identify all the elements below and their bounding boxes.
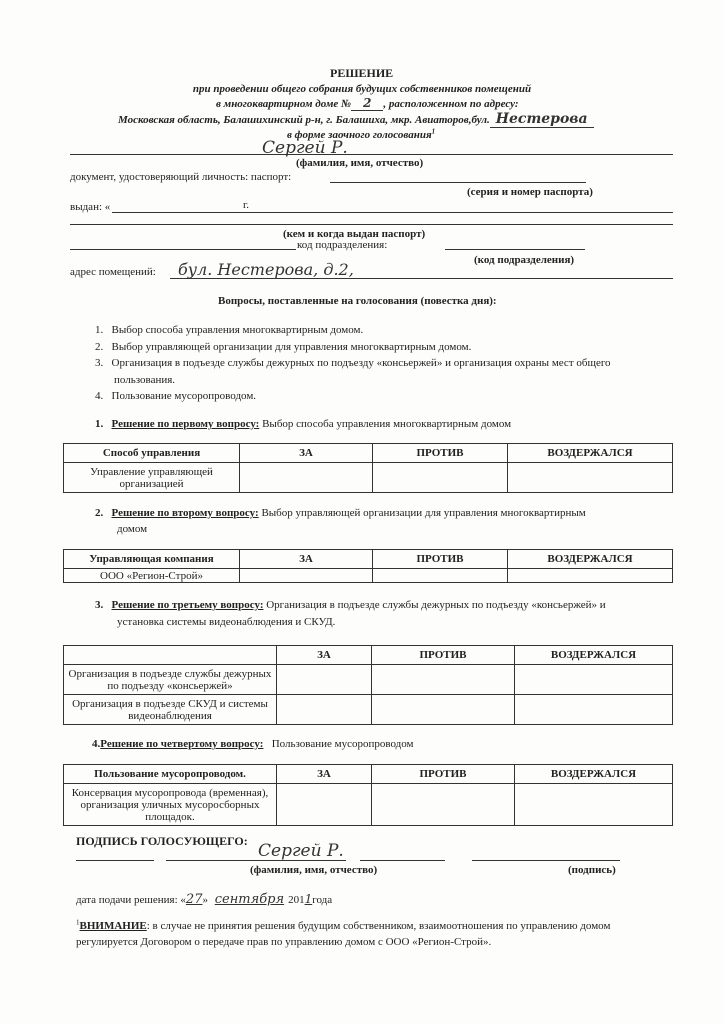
address-label: адрес помещений: bbox=[70, 266, 156, 278]
vote-for-cell[interactable] bbox=[240, 569, 373, 583]
subtitle-2 bbox=[216, 97, 519, 111]
submission-date: дата подачи решения: «27» сентября 2011года bbox=[76, 892, 333, 907]
vote-against-cell[interactable] bbox=[372, 695, 515, 725]
q1-heading: 1. Решение по первому вопросу: Выбор способа управления многоквартирным домом bbox=[95, 418, 512, 430]
issued-label: выдан: « bbox=[70, 201, 111, 213]
q4-heading: 4.Решение по четвертому вопросу: Пользование мусоропроводом bbox=[92, 738, 414, 750]
text: , расположенном по адресу: bbox=[383, 98, 519, 110]
agenda-item: 1. Выбор способа управления многоквартирным домом. bbox=[95, 324, 364, 336]
subtitle-3 bbox=[118, 112, 594, 127]
text: в форме заочного голосования bbox=[287, 129, 432, 141]
passport-caption: (серия и номер паспорта) bbox=[467, 186, 593, 198]
option-label: ООО «Регион-Строй» bbox=[64, 569, 240, 583]
q2-table: Управляющая компания ЗА ПРОТИВ ВОЗДЕРЖАЛСЯ ООО «Регион-Строй» bbox=[63, 549, 673, 583]
vote-abstain-cell[interactable] bbox=[515, 784, 673, 826]
signer-name-caption: (фамилия, имя, отчество) bbox=[250, 864, 378, 876]
option-label: Организация в подъезде СКУД и системы видеонаблюдения bbox=[64, 695, 277, 725]
vote-for-cell[interactable] bbox=[277, 665, 372, 695]
doc-title: РЕШЕНИЕ bbox=[330, 66, 394, 80]
subtitle-1: при проведении общего собрания будущих собственников помещений bbox=[192, 83, 532, 95]
agenda-item: 4. Пользование мусоропроводом. bbox=[95, 390, 257, 402]
address-value: бул. Нестерова, д.2, bbox=[178, 260, 354, 279]
q1-table: Способ управления ЗА ПРОТИВ ВОЗДЕРЖАЛСЯ Управление управляющей организацией bbox=[63, 443, 673, 493]
vote-abstain-cell[interactable] bbox=[508, 463, 673, 493]
q3-table: ЗА ПРОТИВ ВОЗДЕРЖАЛСЯ Организация в подъезде службы дежурных по подъезду «консьержей» Организация в подъезде СКУД и системы видеонаблюдения bbox=[63, 645, 673, 725]
issued-caption: (кем и когда выдан паспорт) bbox=[283, 228, 426, 240]
agenda-item: 2. Выбор управляющей организации для управления многоквартирным домом. bbox=[95, 340, 472, 353]
footnote-mark: 1 bbox=[431, 127, 436, 136]
signature-caption: (подпись) bbox=[568, 864, 616, 876]
agenda-list bbox=[95, 322, 611, 405]
option-label: Консервация мусоропровода (временная), организация уличных мусоросборных площадок. bbox=[64, 784, 277, 826]
vote-abstain-cell[interactable] bbox=[515, 665, 673, 695]
vote-abstain-cell[interactable] bbox=[515, 695, 673, 725]
footnote-notice: $^1$ВНИМАНИЕ: в случае не принятия решения будущим собственником, взаимоотношения по управлению домом регулируется Договором о передаче прав по управлению домом с ООО «Регион-Строй». bbox=[76, 918, 611, 948]
signature-title: ПОДПИСЬ ГОЛОСУЮЩЕГО: bbox=[76, 834, 248, 848]
code-caption: (код подразделения) bbox=[474, 254, 575, 266]
vote-against-cell[interactable] bbox=[373, 569, 508, 583]
text: в многоквартирном доме № bbox=[216, 98, 352, 110]
q2-heading: 2. Решение по второму вопросу: Выбор управляющей организации для управления многоквартирным домом bbox=[95, 507, 586, 535]
agenda-item: 3. Организация в подъезде службы дежурных по подъезду «консьержей» и организация охраны мест общего bbox=[95, 357, 611, 369]
owner-name: Сергей Р. bbox=[262, 138, 348, 158]
vote-abstain-cell[interactable] bbox=[508, 569, 673, 583]
name-caption: (фамилия, имя, отчество) bbox=[296, 157, 424, 169]
signer-name: Сергей Р. bbox=[258, 841, 344, 861]
vote-for-cell[interactable] bbox=[240, 463, 373, 493]
vote-against-cell[interactable] bbox=[373, 463, 508, 493]
vote-for-cell[interactable] bbox=[277, 695, 372, 725]
option-label: Управление управляющей организацией bbox=[64, 463, 240, 493]
code-label: код подразделения: bbox=[297, 239, 388, 251]
agenda-item-cont: пользования. bbox=[114, 373, 176, 386]
vote-against-cell[interactable] bbox=[372, 665, 515, 695]
street-name: Нестерова bbox=[490, 111, 594, 128]
q4-table: Пользование мусоропроводом. ЗА ПРОТИВ ВОЗДЕРЖАЛСЯ Консервация мусоропровода (временная), организация уличных мусоросборных площадок. bbox=[63, 764, 673, 826]
agenda-title: Вопросы, поставленные на голосования (повестка дня): bbox=[218, 295, 497, 307]
text: Московская область, Балашихинский р-н, г. Балашиха, мкр. Авиаторов,бул. bbox=[118, 114, 490, 126]
doc-label: документ, удостоверяющий личность: паспорт: bbox=[70, 171, 292, 183]
vote-against-cell[interactable] bbox=[372, 784, 515, 826]
issued-g: г. bbox=[243, 199, 250, 211]
vote-for-cell[interactable] bbox=[277, 784, 372, 826]
q3-heading: 3. Решение по третьему вопросу: Организация в подъезде службы дежурных по подъезду «консьержей» и установка системы видеонаблюдения и СКУД. bbox=[95, 599, 606, 628]
house-number: 2 bbox=[351, 96, 383, 111]
option-label: Организация в подъезде службы дежурных по подъезду «консьержей» bbox=[64, 665, 277, 695]
